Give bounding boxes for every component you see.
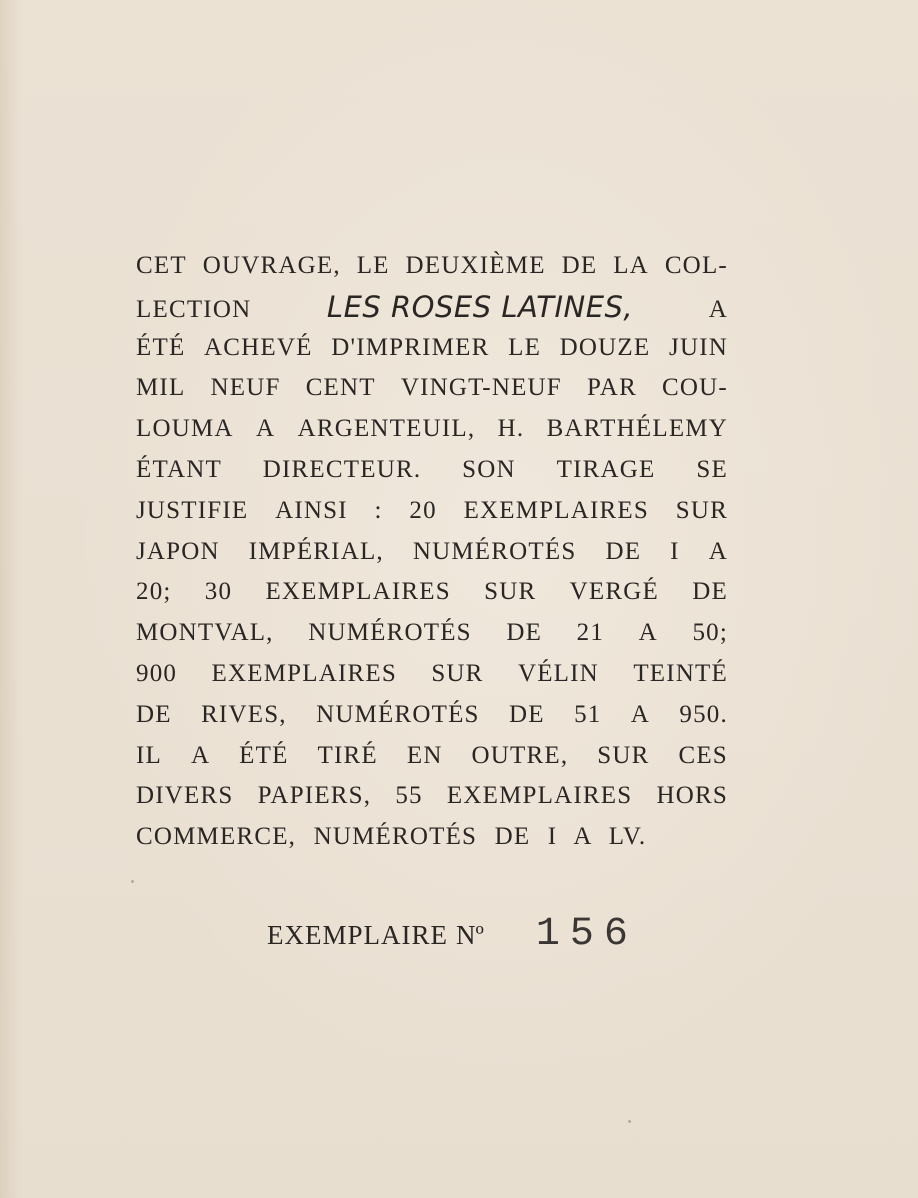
word: ACHEVÉ [204, 333, 313, 361]
word: 900 [136, 659, 178, 687]
word: NUMÉROTÉS [316, 700, 480, 728]
word: VINGT-NEUF [400, 374, 562, 402]
word: MONTVAL, [136, 619, 274, 647]
word: CES [678, 741, 728, 769]
word: A [708, 537, 728, 565]
word: 50; [692, 619, 728, 647]
word: EN [406, 741, 443, 769]
word: LE [356, 252, 390, 279]
collection-title: LES ROSES LATINES, [326, 289, 634, 324]
word: 950. [679, 700, 728, 728]
number-sign: Nº [456, 920, 484, 950]
word: COL- [664, 252, 728, 279]
word: A [638, 619, 658, 647]
word: COU- [662, 374, 728, 402]
colophon-text [136, 246, 728, 858]
word: 51 [574, 700, 602, 728]
word: DE [561, 252, 598, 279]
word: PAR [587, 374, 637, 402]
word: DE [605, 537, 642, 565]
word: MIL [136, 374, 186, 402]
word: TIRÉ [317, 741, 378, 769]
word: DE [136, 700, 172, 728]
word: I [670, 537, 680, 565]
word: PAPIERS, [257, 782, 372, 810]
colophon-line-2 [136, 287, 728, 328]
word: SUR [675, 496, 728, 524]
word: DE [509, 700, 545, 728]
word: D'IMPRIMER [331, 333, 490, 361]
word: EXEMPLAIRES [463, 496, 649, 524]
word: SUR [431, 659, 484, 687]
word: A [190, 741, 211, 769]
word: A [630, 700, 651, 728]
line-text: COMMERCE, NUMÉROTÉS DE I A LV. [136, 823, 647, 851]
paper-speck [131, 880, 134, 883]
word: OUTRE, [471, 741, 569, 769]
colophon-line-1 [136, 246, 728, 287]
word: TIRAGE [556, 455, 656, 483]
colophon-line-7 [136, 491, 728, 532]
colophon-line-9 [136, 572, 728, 613]
word: JAPON [136, 537, 220, 565]
copy-label: EXEMPLAIRE [267, 920, 448, 950]
word: EXEMPLAIRES [265, 578, 451, 606]
word: NUMÉROTÉS [308, 619, 472, 647]
word: IL [136, 741, 162, 769]
word: DEUXIÈME [405, 252, 546, 279]
word: ÉTÉ [136, 333, 186, 361]
colophon-line-15 [136, 817, 728, 858]
word: OUVRAGE, [202, 252, 341, 279]
word: VERGÉ [569, 578, 659, 606]
word: SE [696, 455, 728, 483]
word: ÉTANT [136, 455, 222, 483]
word: 30 [204, 578, 233, 606]
copy-number: 156 [535, 912, 638, 957]
line-text: A [708, 295, 728, 323]
word: CENT [305, 374, 376, 402]
word: HORS [656, 782, 728, 810]
word: TEINTÉ [633, 659, 728, 687]
word: SUR [597, 741, 650, 769]
word: DIVERS [136, 782, 234, 810]
word: DIRECTEUR. [262, 455, 422, 483]
colophon-line-14 [136, 776, 728, 817]
colophon-line-8 [136, 532, 728, 573]
word: EXEMPLAIRES [446, 782, 633, 810]
word: LE [508, 333, 542, 361]
word: DE [692, 578, 728, 606]
word: EXEMPLAIRES [211, 659, 397, 687]
word: SUR [484, 578, 537, 606]
word: JUIN [669, 333, 728, 361]
word: ARGENTEUIL, [297, 415, 476, 443]
colophon-line-11 [136, 654, 728, 695]
paper-speck [628, 1120, 631, 1123]
word: CET [136, 252, 187, 279]
word: SON [462, 455, 516, 483]
colophon-line-13 [136, 736, 728, 777]
colophon-line-4 [136, 368, 728, 409]
colophon-line-6 [136, 450, 728, 491]
word: IMPÉRIAL, [248, 537, 384, 565]
colophon-line-3 [136, 328, 728, 369]
word: DOUZE [559, 333, 651, 361]
word: BARTHÉLEMY [546, 415, 728, 443]
word: LOUMA [136, 415, 234, 443]
line-text: LECTION [136, 295, 252, 323]
word: DE [506, 619, 543, 647]
word: NUMÉROTÉS [412, 537, 577, 565]
word: NEUF [210, 374, 281, 402]
word: 20; [136, 578, 172, 606]
colophon-line-10 [136, 613, 728, 654]
colophon-line-12 [136, 695, 728, 736]
word: 20 [409, 496, 437, 524]
word: RIVES, [201, 700, 287, 728]
word: VÉLIN [517, 659, 599, 687]
word: 21 [576, 619, 605, 647]
word: AINSI [275, 496, 348, 524]
word: ÉTÉ [239, 741, 289, 769]
word: JUSTIFIE [136, 496, 249, 524]
copy-number-line [267, 912, 638, 957]
word: A [255, 415, 276, 443]
word: LA [613, 252, 649, 279]
word: 55 [395, 782, 423, 810]
word: H. [497, 415, 525, 443]
colophon-line-5 [136, 409, 728, 450]
word: : [374, 496, 383, 524]
